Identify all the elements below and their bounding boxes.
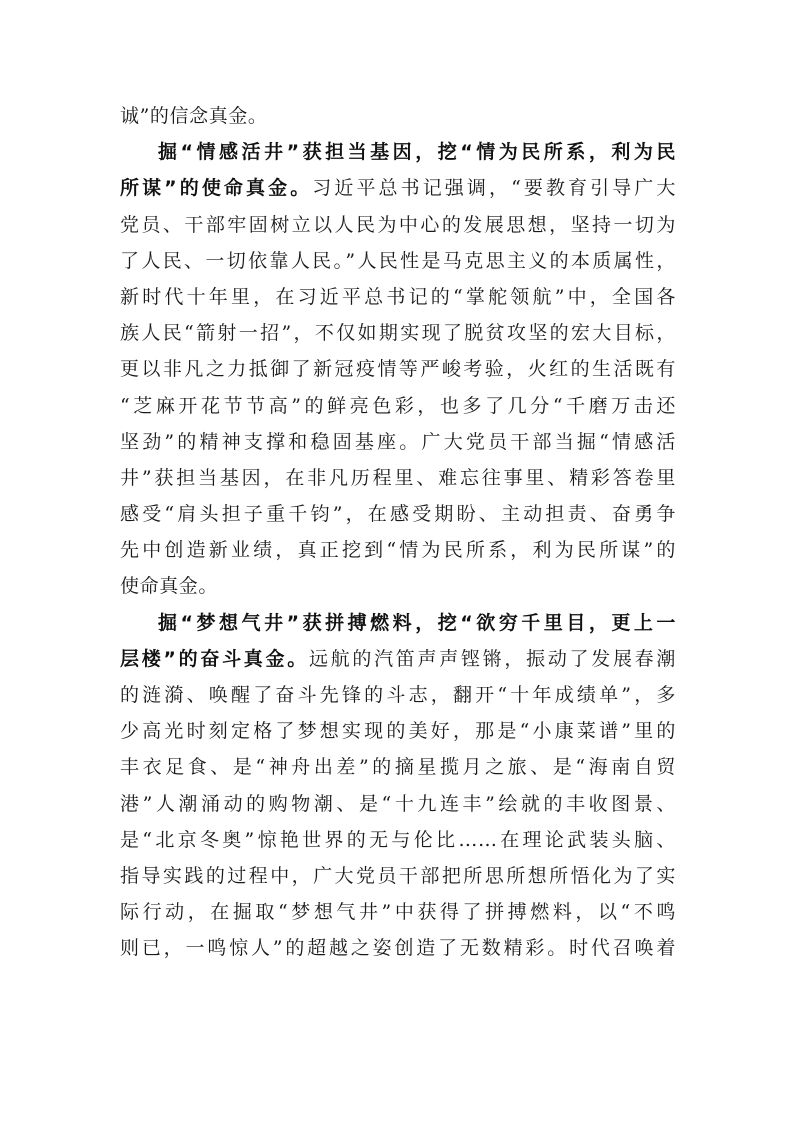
text-line <box>120 134 676 170</box>
body-text-run: 习近平总书记强调，“要教育引导广大 <box>312 177 676 200</box>
bold-heading-text: 掘“情感活井”获担当基因，挖“情为民所系，利为民 <box>158 141 676 164</box>
body-text-run: 则已，一鸣惊人”的超越之姿创造了无数精彩。时代召唤着 <box>120 937 676 960</box>
body-text-run: “芝麻开花节节高”的鲜亮色彩，也多了几分“千磨万击还 <box>120 394 676 417</box>
body-text-run: 港”人潮涌动的购物潮、是“十九连丰”绘就的丰收图景、 <box>120 792 676 815</box>
body-text-run: 丰衣足食、是“神舟出差”的摘星揽月之旅、是“海南自贸 <box>120 756 676 779</box>
bold-heading-text: 掘“梦想气井”获拼搏燃料，挖“欲穷千里目，更上一 <box>158 611 676 634</box>
body-text-run: 少高光时刻定格了梦想实现的美好，那是“小康菜谱”里的 <box>120 720 676 743</box>
text-line <box>120 351 676 387</box>
text-line <box>120 930 676 966</box>
body-text-run: 使命真金。 <box>120 575 219 598</box>
text-line <box>120 207 676 243</box>
text-line <box>120 424 676 460</box>
body-text-run: 是“北京冬奥”惊艳世界的无与伦比……在理论武装头脑、 <box>120 828 676 851</box>
text-line <box>120 279 676 315</box>
text-line <box>120 170 676 206</box>
text-line <box>120 568 676 604</box>
text-line <box>120 532 676 568</box>
text-line <box>120 677 676 713</box>
text-line <box>120 713 676 749</box>
body-text-run: 族人民“箭射一招”，不仅如期实现了脱贫攻坚的宏大目标， <box>120 322 676 345</box>
body-text-run: 感受“肩头担子重千钧”，在感受期盼、主动担责、奋勇争 <box>120 503 676 526</box>
body-text-run: 先中创造新业绩，真正挖到“情为民所系，利为民所谋”的 <box>120 539 676 562</box>
body-text-run: 坚劲”的精神支撑和稳固基座。广大党员干部当掘“情感活 <box>120 430 676 453</box>
body-text-run: 指导实践的过程中，广大党员干部把所思所想所悟化为了实 <box>120 864 676 887</box>
body-text-run: 新时代十年里，在习近平总书记的“掌舵领航”中，全国各 <box>120 285 676 308</box>
body-text-run: 党员、干部牢固树立以人民为中心的发展思想，坚持一切为 <box>120 213 676 236</box>
body-text <box>120 98 676 967</box>
body-text-run: 更以非凡之力抵御了新冠疫情等严峻考验，火红的生活既有 <box>120 358 676 381</box>
text-line <box>120 858 676 894</box>
text-line <box>120 605 676 641</box>
text-line <box>120 243 676 279</box>
text-line <box>120 641 676 677</box>
bold-heading-text: 层楼”的奋斗真金。 <box>120 647 309 670</box>
text-line <box>120 786 676 822</box>
body-text-run: 远航的汽笛声声铿锵，振动了发展春潮 <box>308 647 676 670</box>
bold-heading-text: 所谋”的使命真金。 <box>120 177 313 200</box>
text-line <box>120 749 676 785</box>
body-text-run: 诚”的信念真金。 <box>120 105 268 127</box>
text-line <box>120 894 676 930</box>
body-text-run: 井”获担当基因，在非凡历程里、难忘往事里、精彩答卷里 <box>120 466 676 489</box>
text-line <box>120 388 676 424</box>
body-text-run: 际行动，在掘取“梦想气井”中获得了拼搏燃料，以“不鸣 <box>120 901 676 924</box>
body-text-run: 了人民、一切依靠人民。”人民性是马克思主义的本质属性， <box>120 249 676 272</box>
text-line <box>120 822 676 858</box>
body-text-run: 的涟漪、唤醒了奋斗先锋的斗志，翻开“十年成绩单”，多 <box>120 684 676 706</box>
text-line <box>120 460 676 496</box>
text-line <box>120 496 676 532</box>
text-line <box>120 98 676 134</box>
text-line <box>120 315 676 351</box>
